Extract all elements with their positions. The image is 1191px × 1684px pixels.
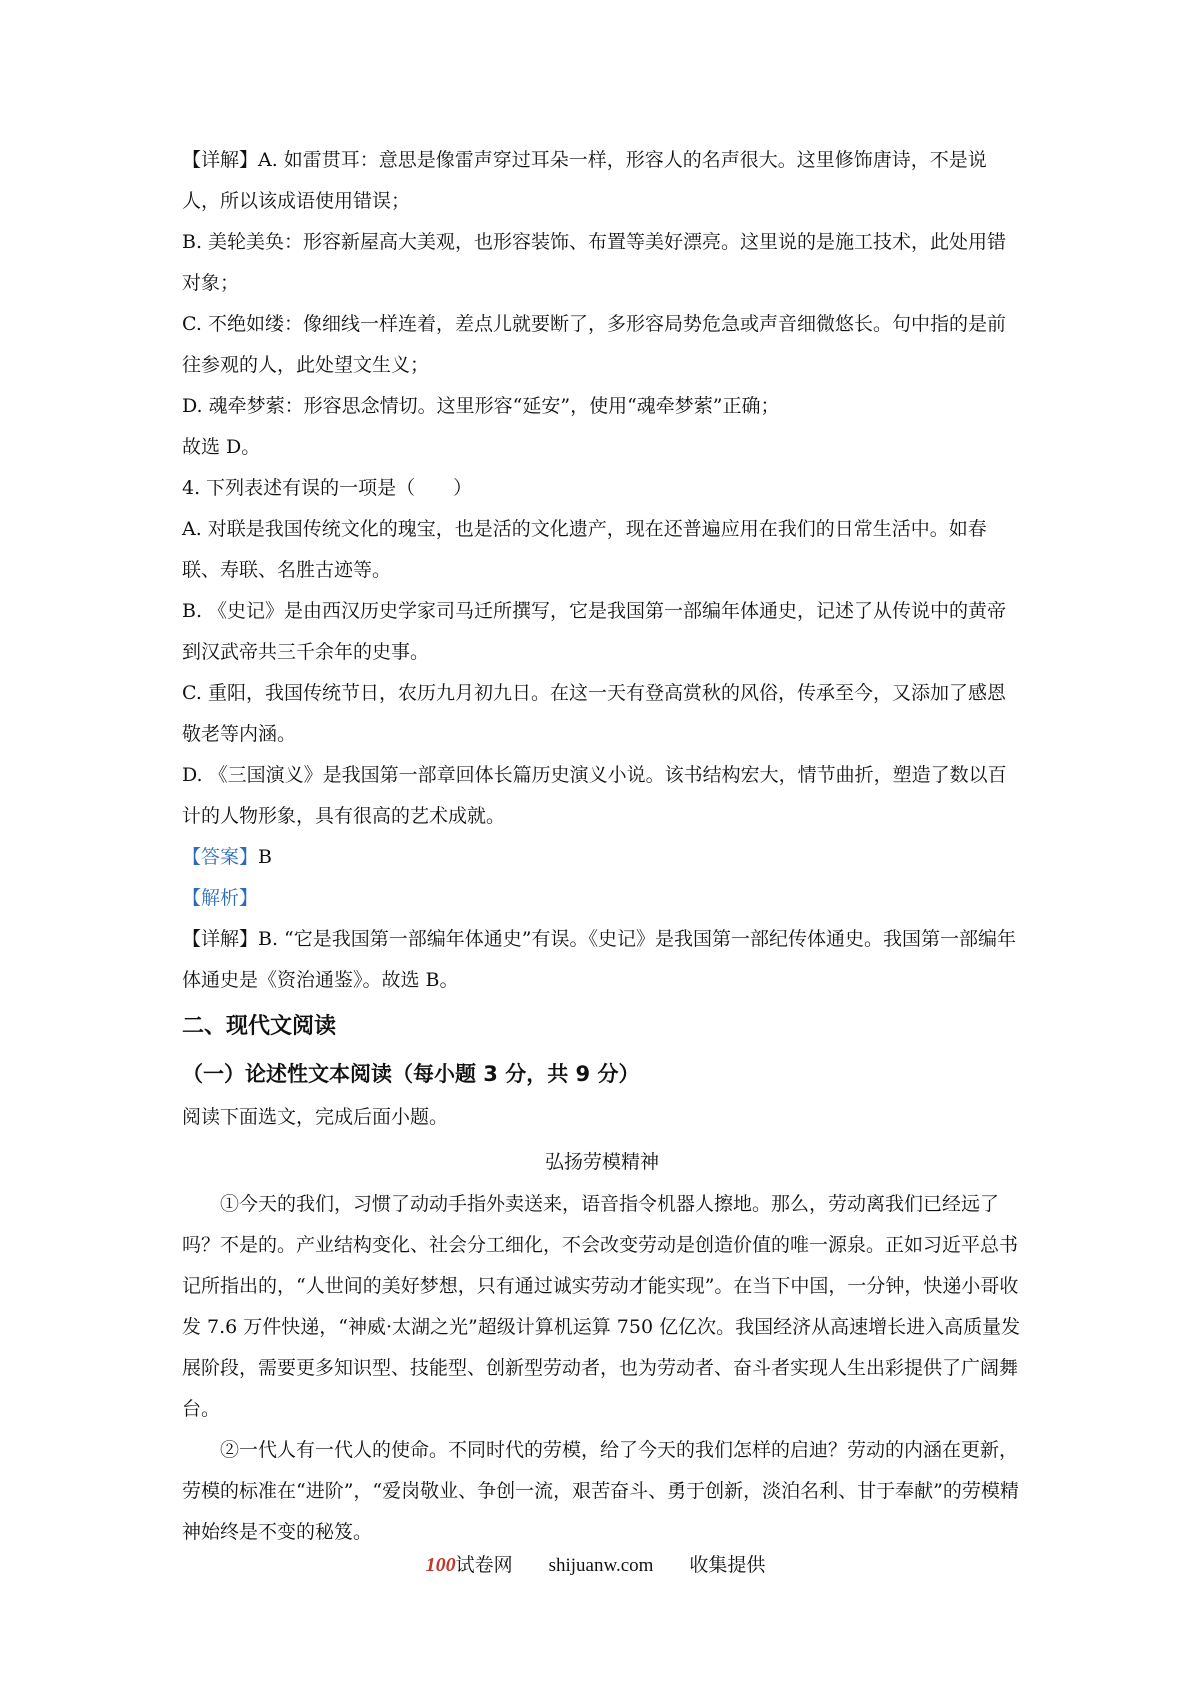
section-heading: 二、现代文阅读 [182,1014,337,1039]
page-footer [0,1550,1191,1577]
question-stem: 4. 下列表述有误的一项是（ ） [182,477,473,499]
page-content [182,140,1022,1553]
detail-paragraph-d: D. 魂牵梦萦：形容思念情切。这里形容“延安”，使用“魂牵梦萦”正确； [182,395,780,417]
reading-instruction: 阅读下面选文，完成后面小题。 [182,1106,449,1128]
answer-value: B [258,846,272,868]
detail-paragraph-b: B. 美轮美奂：形容新屋高大美观，也形容装饰、布置等美好漂亮。这里说的是施工技术，此处用错对象； [182,231,1007,294]
article-title: 弘扬劳模精神 [544,1151,659,1173]
article-paragraph-2: ②一代人有一代人的使命。不同时代的劳模，给了今天的我们怎样的启迪？劳动的内涵在更新，劳模的标准在“进阶”，“爱岗敬业、争创一流，艰苦奋斗、勇于创新，淡泊名利、甘于奉献”的劳模精神始终是不变的秘笈。 [182,1439,1019,1543]
answer-label: 【答案】 [182,846,259,868]
article-paragraph-1: ①今天的我们，习惯了动动手指外卖送来，语音指令机器人擦地。那么，劳动离我们已经远了吗？不是的。产业结构变化、社会分工细化，不会改变劳动是创造价值的唯一源泉。正如习近平总书记所指出的，“人世间的美好梦想，只有通过诚实劳动才能实现”。在当下中国，一分钟，快递小哥收发 7.6 万件快递，“神威·太湖之光”超级计算机运算 750 亿亿次。我国经济从高速增长进入高质量发展阶段，需要更多知识型、技能型、创新型劳动者，也为劳动者、奋斗者实现人生出彩提供了广阔舞台。 [182,1193,1021,1420]
detail-paragraph-c: C. 不绝如缕：像细线一样连着，差点儿就要断了，多形容局势危急或声音细微悠长。句中指的是前往参观的人，此处望文生义； [182,313,1006,376]
analysis-label: 【解析】 [182,887,259,909]
option-d: D. 《三国演义》是我国第一部章回体长篇历史演义小说。该书结构宏大，情节曲折，塑造了数以百计的人物形象，具有很高的艺术成就。 [182,764,1007,827]
site-domain[interactable]: shijuanw.com [548,1555,654,1576]
detail-paragraph-a: 【详解】A. 如雷贯耳：意思是像雷声穿过耳朵一样，形容人的名声很大。这里修饰唐诗，不是说人，所以该成语使用错误； [182,149,987,212]
site-logo: 100 [425,1554,456,1576]
detail-explanation: 【详解】B. “它是我国第一部编年体通史”有误。《史记》是我国第一部纪传体通史。我国第一部编年体通史是《资治通鉴》。故选 B。 [182,928,1016,991]
section-subheading: （一）论述性文本阅读（每小题 3 分，共 9 分） [182,1062,640,1086]
answer-line [182,837,1022,878]
option-a: A. 对联是我国传统文化的瑰宝，也是活的文化遗产，现在还普遍应用在我们的日常生活中。如春联、寿联、名胜古迹等。 [182,518,987,581]
site-name: 试卷网 [455,1555,513,1576]
option-c: C. 重阳，我国传统节日，农历九月初九日。在这一天有登高赏秋的风俗，传承至今，又添加了感恩敬老等内涵。 [182,682,1006,745]
footer-credit: 收集提供 [689,1555,766,1576]
option-b: B. 《史记》是由西汉历史学家司马迁所撰写，它是我国第一部编年体通史，记述了从传说中的黄帝到汉武帝共三千余年的史事。 [182,600,1007,663]
conclusion-line: 故选 D。 [182,436,261,458]
